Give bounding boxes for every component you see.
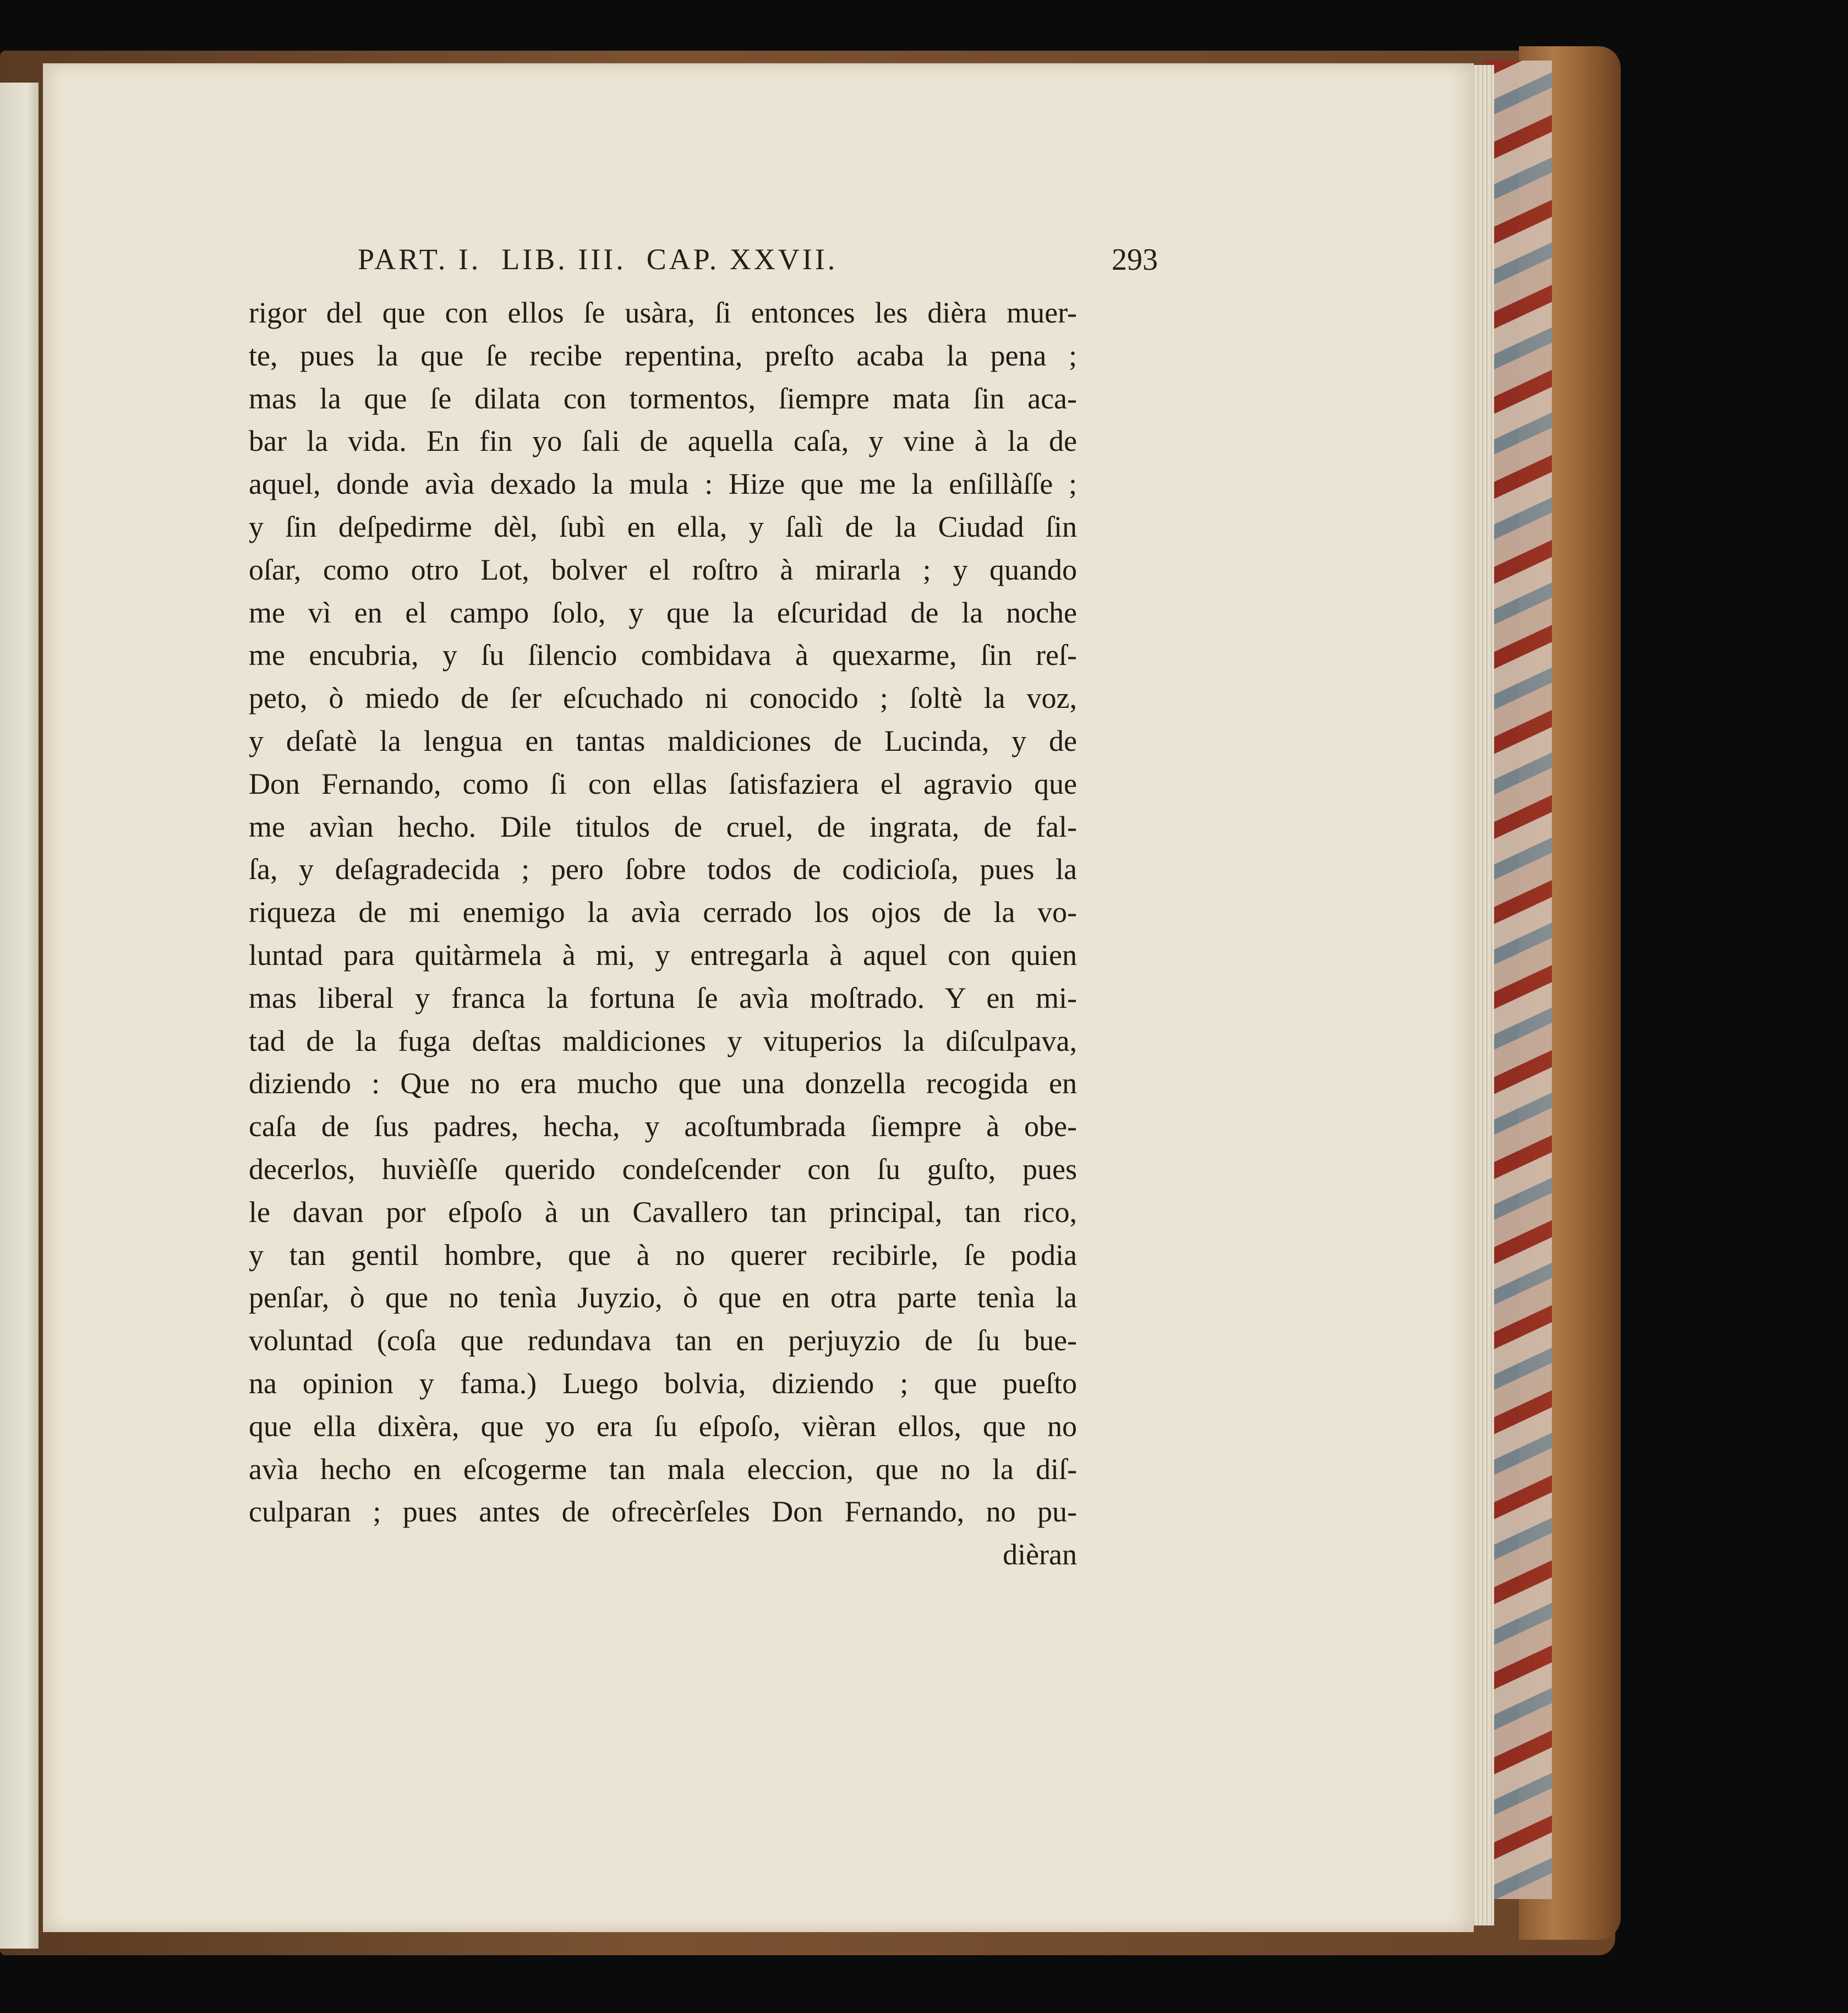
text-line: me avìan hecho. Dile titulos de cruel, de ingrata, de fal-: [249, 810, 1077, 843]
catchword: dièran: [1003, 1538, 1077, 1572]
facing-page-edge: [0, 83, 39, 1949]
text-line: y tan gentil hombre, que à no querer recibirle, ſe podia: [249, 1238, 1077, 1272]
text-line: voluntad (coſa que redundava tan en perjuyzio de ſu bue-: [249, 1324, 1077, 1357]
text-line: te, pues la que ſe recibe repentina, preſto acaba la pena ;: [249, 339, 1077, 372]
text-line: me vì en el campo ſolo, y que la eſcuridad de la noche: [249, 596, 1077, 629]
text-line: peto, ò miedo de ſer eſcuchado ni conocido ; ſoltè la voz,: [249, 681, 1077, 715]
text-line: que ella dixèra, que yo era ſu eſpoſo, vièran ellos, que no: [249, 1409, 1077, 1443]
text-line: mas liberal y franca la fortuna ſe avìa moſtrado. Y en mi-: [249, 981, 1077, 1014]
text-line: avìa hecho en eſcogerme tan mala eleccion, que no la diſ-: [249, 1452, 1077, 1486]
text-line: bar la vida. En fin yo ſali de aquella caſa, y vine à la de: [249, 424, 1077, 458]
text-line: Don Fernando, como ſi con ellas ſatisfaziera el agravio que: [249, 767, 1077, 800]
body-text: [249, 292, 1077, 1576]
text-line: me encubria, y ſu ſilencio combidava à quexarme, ſin reſ-: [249, 639, 1077, 672]
text-line: culparan ; pues antes de ofrecèrſeles Don Fernando, no pu-: [249, 1495, 1077, 1529]
running-head: PART. I. LIB. III. CAP. XXVII.: [358, 243, 838, 276]
marbled-endpaper: [1486, 61, 1552, 1899]
text-line: caſa de ſus padres, hecha, y acoſtumbrada ſiempre à obe-: [249, 1110, 1077, 1143]
text-line: ſa, y deſagradecida ; pero ſobre todos de codicioſa, pues la: [249, 853, 1077, 886]
text-line: luntad para quitàrmela à mi, y entregarla à aquel con quien: [249, 938, 1077, 972]
text-line: mas la que ſe dilata con tormentos, ſiempre mata ſin aca-: [249, 381, 1077, 415]
text-line: riqueza de mi enemigo la avìa cerrado los ojos de la vo-: [249, 896, 1077, 929]
text-line: decerlos, huvièſſe querido condeſcender con ſu guſto, pues: [249, 1152, 1077, 1186]
page-number: 293: [1112, 243, 1158, 277]
text-line: le davan por eſpoſo à un Cavallero tan principal, tan rico,: [249, 1195, 1077, 1229]
text-line: diziendo : Que no era mucho que una donzella recogida en: [249, 1067, 1077, 1100]
text-line: y deſatè la lengua en tantas maldiciones de Lucinda, y de: [249, 724, 1077, 757]
text-line: penſar, ò que no tenìa Juyzio, ò que en otra parte tenìa la: [249, 1281, 1077, 1314]
text-line: rigor del que con ellos ſe usàra, ſi entonces les dièra muer-: [249, 296, 1077, 329]
text-line: tad de la fuga deſtas maldiciones y vituperios la diſculpava,: [249, 1024, 1077, 1057]
text-line: y ſin deſpedirme dèl, ſubì en ella, y ſalì de la Ciudad ſin: [249, 510, 1077, 543]
text-line: oſar, como otro Lot, bolver el roſtro à mirarla ; y quando: [249, 553, 1077, 586]
text-line: na opinion y fama.) Luego bolvia, diziendo ; que pueſto: [249, 1366, 1077, 1400]
text-line: aquel, donde avìa dexado la mula : Hize que me la enſillàſſe ;: [249, 467, 1077, 501]
